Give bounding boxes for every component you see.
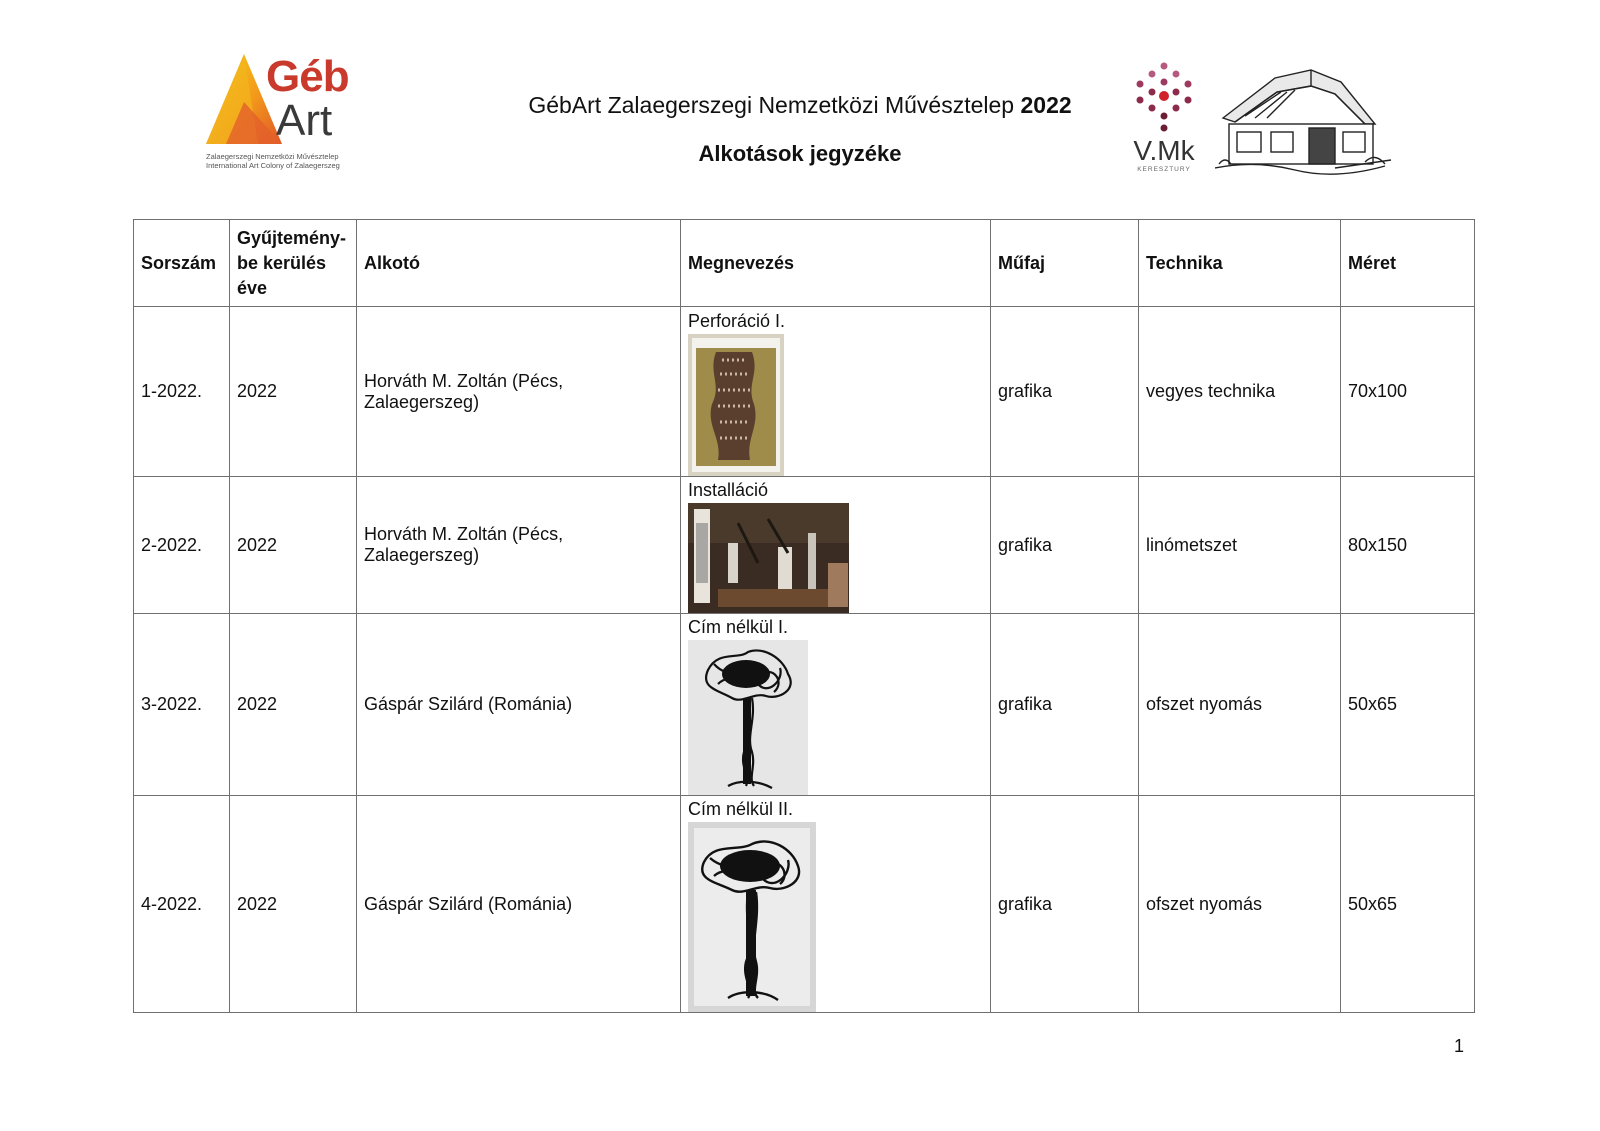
cell-genre: grafika [991,307,1139,477]
table-row [134,614,1475,796]
cell-genre: grafika [991,796,1139,1013]
table-row [134,796,1475,1013]
document-subtitle: Alkotások jegyzéke [698,141,902,166]
cell-id: 2-2022. [134,477,230,614]
artwork-thumbnail [688,640,808,795]
svg-text:V.Mk: V.Mk [1133,135,1195,166]
cell-technique: vegyes technika [1139,307,1341,477]
cell-size: 50x65 [1341,796,1475,1013]
cell-artist: Horváth M. Zoltán (Pécs, Zalaegerszeg) [357,307,681,477]
cell-size: 70x100 [1341,307,1475,477]
artwork-thumbnail [688,334,784,476]
cell-year: 2022 [230,307,357,477]
column-header: Technika [1139,220,1341,307]
house-sketch-logo [1215,68,1395,180]
house-sketch-icon [1215,68,1395,180]
table-header-row [134,220,1475,307]
document-title [480,92,1120,119]
cell-work [681,307,991,477]
logo-tagline-hu: Zalaegerszegi Nemzetközi Művésztelep [206,152,339,161]
cell-technique: ofszet nyomás [1139,796,1341,1013]
cell-size: 80x150 [1341,477,1475,614]
column-header: Gyűjtemény-be kerülés éve [230,220,357,307]
column-header: Alkotó [357,220,681,307]
vmk-logo [1128,60,1200,180]
cell-genre: grafika [991,614,1139,796]
cell-work [681,796,991,1013]
work-title: Cím nélkül II. [688,799,794,819]
cell-technique: linómetszet [1139,477,1341,614]
column-header: Műfaj [991,220,1139,307]
cell-id: 3-2022. [134,614,230,796]
logo-word-geb: Géb [266,52,349,101]
column-header: Sorszám [134,220,230,307]
artwork-thumbnail [688,503,849,613]
logo-word-art: Art [276,96,333,145]
cell-artist: Gáspár Szilárd (Románia) [357,796,681,1013]
cell-work [681,477,991,614]
cell-year: 2022 [230,796,357,1013]
vmk-logo-text: KERESZTURY [1137,166,1191,173]
title-year: 2022 [1020,92,1072,118]
cell-year: 2022 [230,614,357,796]
cell-id: 4-2022. [134,796,230,1013]
artwork-catalog-table [133,219,1475,1013]
gebart-logo [206,52,362,176]
cell-year: 2022 [230,477,357,614]
work-title: Installáció [688,480,769,500]
page-number: 1 [1454,1036,1465,1056]
cell-genre: grafika [991,477,1139,614]
cell-id: 1-2022. [134,307,230,477]
artwork-thumbnail [688,822,816,1012]
vmk-dots-icon [1128,60,1200,180]
column-header: Méret [1341,220,1475,307]
cell-artist: Horváth M. Zoltán (Pécs, Zalaegerszeg) [357,477,681,614]
document-header [480,92,1120,167]
cell-work [681,614,991,796]
work-title: Cím nélkül I. [688,617,789,637]
column-header: Megnevezés [681,220,991,307]
title-text: GébArt Zalaegerszegi Nemzetközi Művésztelep [528,92,1015,118]
logo-tagline [206,152,340,170]
table-row [134,477,1475,614]
cell-artist: Gáspár Szilárd (Románia) [357,614,681,796]
logo-tagline-en: International Art Colony of Zalaegerszeg [206,161,340,170]
cell-technique: ofszet nyomás [1139,614,1341,796]
work-title: Perforáció I. [688,310,786,331]
cell-size: 50x65 [1341,614,1475,796]
table-row [134,307,1475,477]
